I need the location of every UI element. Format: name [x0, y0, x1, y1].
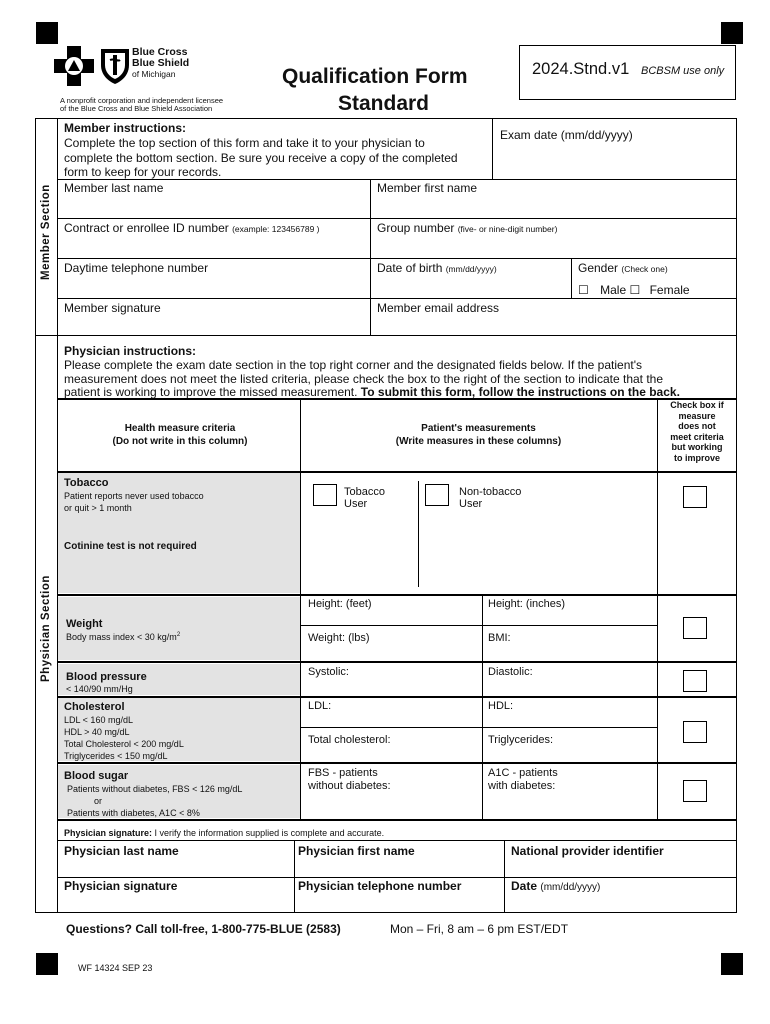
physician-first-name-field[interactable]: Physician first name	[298, 844, 415, 858]
dob-field[interactable]	[377, 261, 497, 275]
cholesterol-criteria-2: HDL > 40 mg/dL	[64, 727, 130, 737]
gender-label: Gender	[578, 261, 619, 275]
cholesterol-criteria-4: Triglycerides < 150 mg/dL	[64, 751, 168, 761]
form-id: WF 14324 SEP 23	[78, 963, 153, 973]
contract-id-label: Contract or enrollee ID number	[64, 221, 229, 235]
contract-id-example: (example: 123456789 )	[232, 224, 320, 234]
registration-mark-bottom-left	[36, 953, 58, 975]
group-number-hint: (five- or nine-digit number)	[457, 224, 558, 234]
gender-hint: (Check one)	[621, 264, 668, 274]
total-cholesterol-field[interactable]: Total cholesterol:	[308, 734, 391, 746]
fbs-label-1[interactable]: FBS - patients	[308, 767, 378, 779]
exam-date-field[interactable]: Exam date (mm/dd/yyyy)	[500, 128, 633, 142]
a1c-label-1[interactable]: A1C - patients	[488, 767, 558, 779]
office-hours: Mon – Fri, 8 am – 6 pm EST/EDT	[390, 922, 569, 936]
ldl-field[interactable]: LDL:	[308, 700, 332, 712]
bp-title: Blood pressure	[66, 671, 147, 683]
member-instructions-3: form to keep for your records.	[64, 165, 222, 179]
member-signature-field[interactable]: Member signature	[64, 301, 161, 315]
gender-field	[578, 261, 668, 275]
col-health-measure-h2: (Do not write in this column)	[112, 436, 248, 447]
non-tobacco-user-label-1: Non-tobacco	[459, 486, 522, 498]
cholesterol-criteria-1: LDL < 160 mg/dL	[64, 715, 133, 725]
height-feet-field[interactable]: Height: (feet)	[308, 598, 372, 610]
physician-date-field[interactable]: Date (mm/dd/yyyy)	[511, 879, 601, 893]
version-label: 2024.Stnd.v1	[532, 60, 630, 78]
cholesterol-criteria-3: Total Cholesterol < 200 mg/dL	[64, 739, 184, 749]
bcbs-logo	[52, 44, 132, 88]
member-last-name-field[interactable]: Member last name	[64, 181, 164, 195]
dob-label: Date of birth	[377, 261, 443, 275]
systolic-field[interactable]: Systolic:	[308, 666, 349, 678]
member-instructions-1: Complete the top section of this form and take it to your physician to	[64, 136, 425, 150]
group-number-label: Group number	[377, 221, 455, 235]
diastolic-field[interactable]: Diastolic:	[488, 666, 533, 678]
tobacco-criteria-2: or quit > 1 month	[64, 503, 132, 513]
physician-instructions-3a: patient is working to improve the missed measurement.	[64, 385, 361, 399]
physician-instructions-2: measurement does not meet the listed criteria, please check the box to the right of the section to indicate that the	[64, 372, 664, 386]
non-tobacco-user-label-2: User	[459, 498, 483, 510]
physician-instructions-1: Please complete the exam date section in the top right corner and the designated fields below. If the patient's	[64, 358, 642, 372]
member-first-name-field[interactable]: Member first name	[377, 181, 478, 195]
col-health-measure-h1: Health measure criteria	[124, 423, 236, 434]
blue-cross-icon	[52, 44, 96, 88]
dob-hint: (mm/dd/yyyy)	[445, 264, 497, 274]
bp-improve-checkbox[interactable]	[683, 670, 707, 692]
tobacco-improve-checkbox[interactable]	[683, 486, 707, 508]
npi-field[interactable]: National provider identifier	[511, 844, 664, 858]
weight-improve-checkbox[interactable]	[683, 617, 707, 639]
physician-instructions-title: Physician instructions:	[64, 344, 197, 358]
brand-name-line3: of Michigan	[132, 69, 176, 79]
logo-tagline-2: of the Blue Cross and Blue Shield Association	[60, 104, 213, 113]
member-email-field[interactable]: Member email address	[377, 301, 500, 315]
member-section-label: Member Section	[40, 184, 52, 280]
logo-tagline-1: A nonprofit corporation and independent licensee	[60, 96, 224, 105]
blood-sugar-criteria-3: Patients with diabetes, A1C < 8%	[67, 808, 200, 818]
height-inches-field[interactable]: Height: (inches)	[488, 598, 566, 610]
physician-instructions-3	[64, 385, 680, 399]
form-title: Qualification Form	[282, 65, 468, 88]
male-label: Male	[600, 283, 627, 297]
tobacco-criteria-1: Patient reports never used tobacco	[64, 491, 204, 501]
daytime-phone-field[interactable]: Daytime telephone number	[64, 261, 209, 275]
form-subtitle: Standard	[338, 92, 430, 115]
blue-shield-icon	[98, 46, 132, 86]
registration-mark-top-right	[721, 22, 743, 44]
bmi-field[interactable]: BMI:	[488, 632, 511, 644]
weight-lbs-field[interactable]: Weight: (lbs)	[308, 632, 370, 644]
registration-mark-top-left	[36, 22, 58, 44]
cotinine-note: Cotinine test is not required	[64, 541, 197, 552]
physician-last-name-field[interactable]: Physician last name	[64, 844, 179, 858]
blood-sugar-criteria-2: or	[94, 796, 103, 806]
tobacco-user-checkbox[interactable]	[313, 484, 337, 506]
group-number-field[interactable]	[377, 221, 557, 235]
blood-sugar-improve-checkbox[interactable]	[683, 780, 707, 802]
non-tobacco-user-checkbox[interactable]	[425, 484, 449, 506]
male-checkbox[interactable]: ☐	[578, 283, 589, 297]
brand-name-line2: Blue Shield	[132, 57, 190, 69]
weight-criteria: Body mass index < 30 $kg/m^2$	[66, 632, 181, 642]
col-patient-measure-h2: (Write measures in these columns)	[395, 436, 562, 447]
bcbsm-use-only: BCBSM use only	[641, 65, 725, 77]
hdl-field[interactable]: HDL:	[488, 700, 514, 712]
physician-signature-note: Physician signature: I verify the information supplied is complete and accurate.	[64, 828, 385, 838]
col-check-box-header: Check box if measure does not meet criteria but working to improve	[670, 400, 724, 463]
blood-sugar-title: Blood sugar	[64, 770, 129, 782]
col-patient-measure-h1: Patient's measurements	[421, 423, 536, 434]
questions-phone: Questions? Call toll-free, 1-800-775-BLUE (2583)	[66, 922, 341, 936]
member-instructions-2: complete the bottom section. Be sure you receive a copy of the completed	[64, 151, 458, 165]
brand-name-line1: Blue Cross	[132, 46, 188, 58]
bp-criteria: < 140/90 mm/Hg	[66, 684, 133, 694]
cholesterol-improve-checkbox[interactable]	[683, 721, 707, 743]
contract-id-field[interactable]	[64, 221, 320, 235]
member-instructions-title: Member instructions:	[64, 121, 187, 135]
physician-phone-field[interactable]: Physician telephone number	[298, 879, 462, 893]
tobacco-user-label-2: User	[344, 498, 368, 510]
physician-section-label: Physician Section	[40, 575, 52, 682]
a1c-label-2: with diabetes:	[488, 780, 556, 792]
tobacco-title: Tobacco	[64, 477, 109, 489]
tobacco-user-label-1: Tobacco	[344, 486, 385, 498]
weight-title: Weight	[66, 618, 103, 630]
cholesterol-title: Cholesterol	[64, 701, 125, 713]
female-checkbox[interactable]: ☐	[629, 283, 641, 297]
physician-signature-field[interactable]: Physician signature	[64, 879, 178, 893]
fbs-label-2: without diabetes:	[308, 780, 391, 792]
female-label: Female	[649, 283, 690, 297]
blood-sugar-criteria-1: Patients without diabetes, FBS < 126 mg/dL	[67, 784, 243, 794]
gender-options	[578, 283, 690, 297]
physician-instructions-3b: To submit this form, follow the instructions on the back.	[360, 385, 680, 399]
triglycerides-field[interactable]: Triglycerides:	[488, 734, 553, 746]
registration-mark-bottom-right	[721, 953, 743, 975]
